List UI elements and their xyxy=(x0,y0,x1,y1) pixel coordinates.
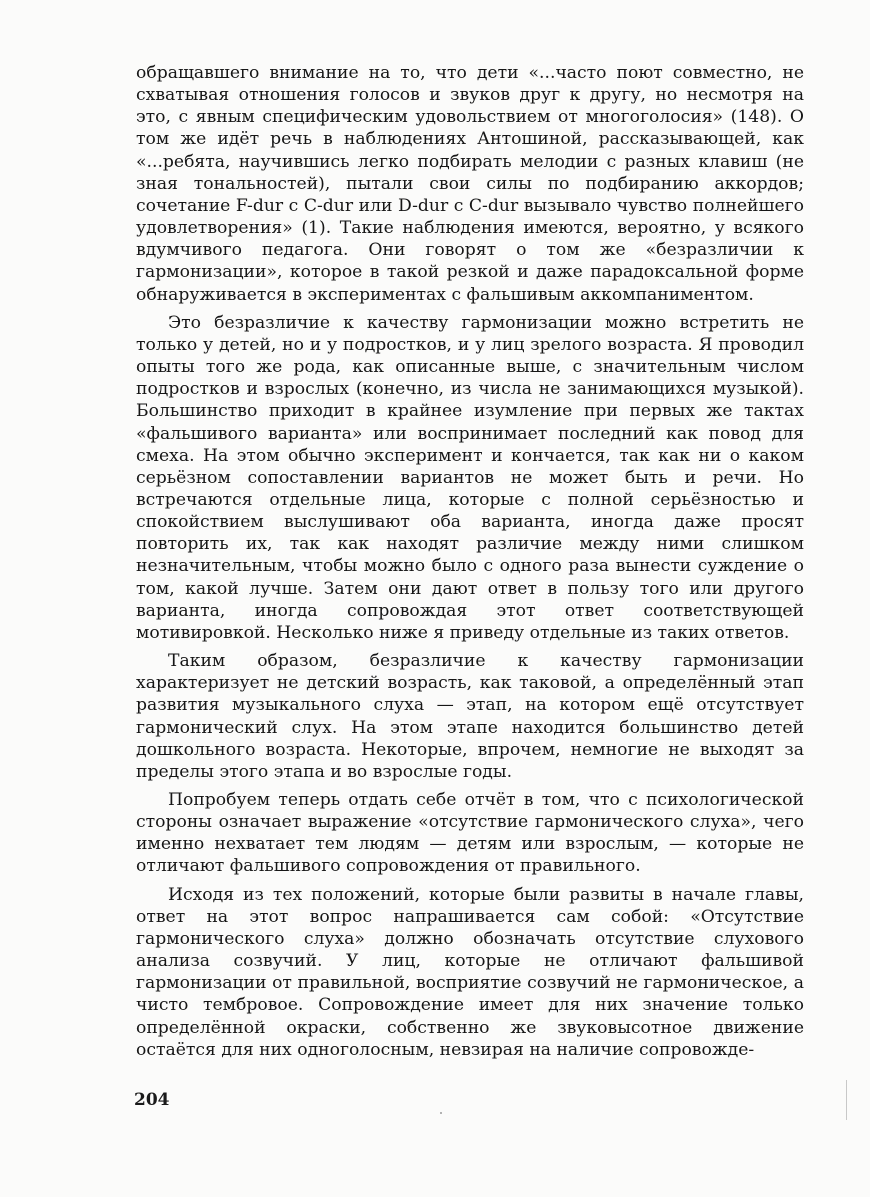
paragraph-continued: обращавшего внимание на то, что дети «...часто поют совместно, не схватывая отношения голосов и звуков друг к другу, но несмотря на это, с явным специфическим удовольствием от многоголосия» (148). О том же идёт речь в наблюдениях Антошиной, рассказывающей, как «...ребята, научившись легко подбирать мелодии с разных клавиш (не зная тональностей), пытали свои силы по подбиранию аккордов; сочетание F-dur с C-dur или D-dur с C-dur вызывало чувство полнейшего удовлетворения» (1). Такие наблюдения имеются, вероятно, у всякого вдумчивого педагога. Они говорят о том же «безразличии к гармонизации», которое в такой резкой и даже парадоксальной форме обнаруживается в экспериментах с фальшивым аккомпаниментом. xyxy=(136,63,804,305)
body-text xyxy=(136,62,804,1061)
page-number: 204 xyxy=(134,1090,170,1110)
print-speck xyxy=(440,1112,442,1114)
paragraph: Попробуем теперь отдать себе отчёт в том, что с психологической стороны означает выражение «отсутствие гармонического слуха», чего именно нехватает тем людям — детям или взрослым, — которые не отличают фальшивого сопровождения от правильного. xyxy=(136,790,804,877)
paragraph: Исходя из тех положений, которые были развиты в начале главы, ответ на этот вопрос напрашивается сам собой: «Отсутствие гармонического слуха» должно обозначать отсутствие слухового анализа созвучий. У лиц, которые не отличают фальшивой гармонизации от правильной, восприятие созвучий не гармоническое, а чисто тембровое. Сопровождение имеет для них значение только определённой окраски, собственно же звуковысотное движение остаётся для них одноголосным, невзирая на наличие сопровожде- xyxy=(136,884,804,1060)
margin-mark xyxy=(846,1080,847,1120)
paragraph: Таким образом, безразличие к качеству гармонизации характеризует не детский возрасть, как таковой, а определённый этап развития музыкального слуха — этап, на котором ещё отсутствует гармонический слух. На этом этапе находится большинство детей дошкольного возраста. Некоторые, впрочем, немногие не выходят за пределы этого этапа и во взрослые годы. xyxy=(136,651,804,782)
paragraph: Это безразличие к качеству гармонизации можно встретить не только у детей, но и у подростков, и у лиц зрелого возраста. Я проводил опыты того же рода, как описанные выше, с значительным числом подростков и взрослых (конечно, из числа не занимающихся музыкой). Большинство приходит в крайнее изумление при первых же тактах «фальшивого варианта» или воспринимает последний как повод для смеха. На этом обычно эксперимент и кончается, так как ни о каком серьёзном сопоставлении вариантов не может быть и речи. Но встречаются отдельные лица, которые с полной серьёзностью и спокойствием выслушивают оба варианта, иногда даже просят повторить их, так как находят различие между ними слишком незначительным, чтобы можно было с одного раза вынести суждение о том, какой лучше. Затем они дают ответ в пользу того или другого варианта, иногда сопровождая этот ответ соответствующей мотивировкой. Несколько ниже я приведу отдельные из таких ответов. xyxy=(136,312,804,643)
